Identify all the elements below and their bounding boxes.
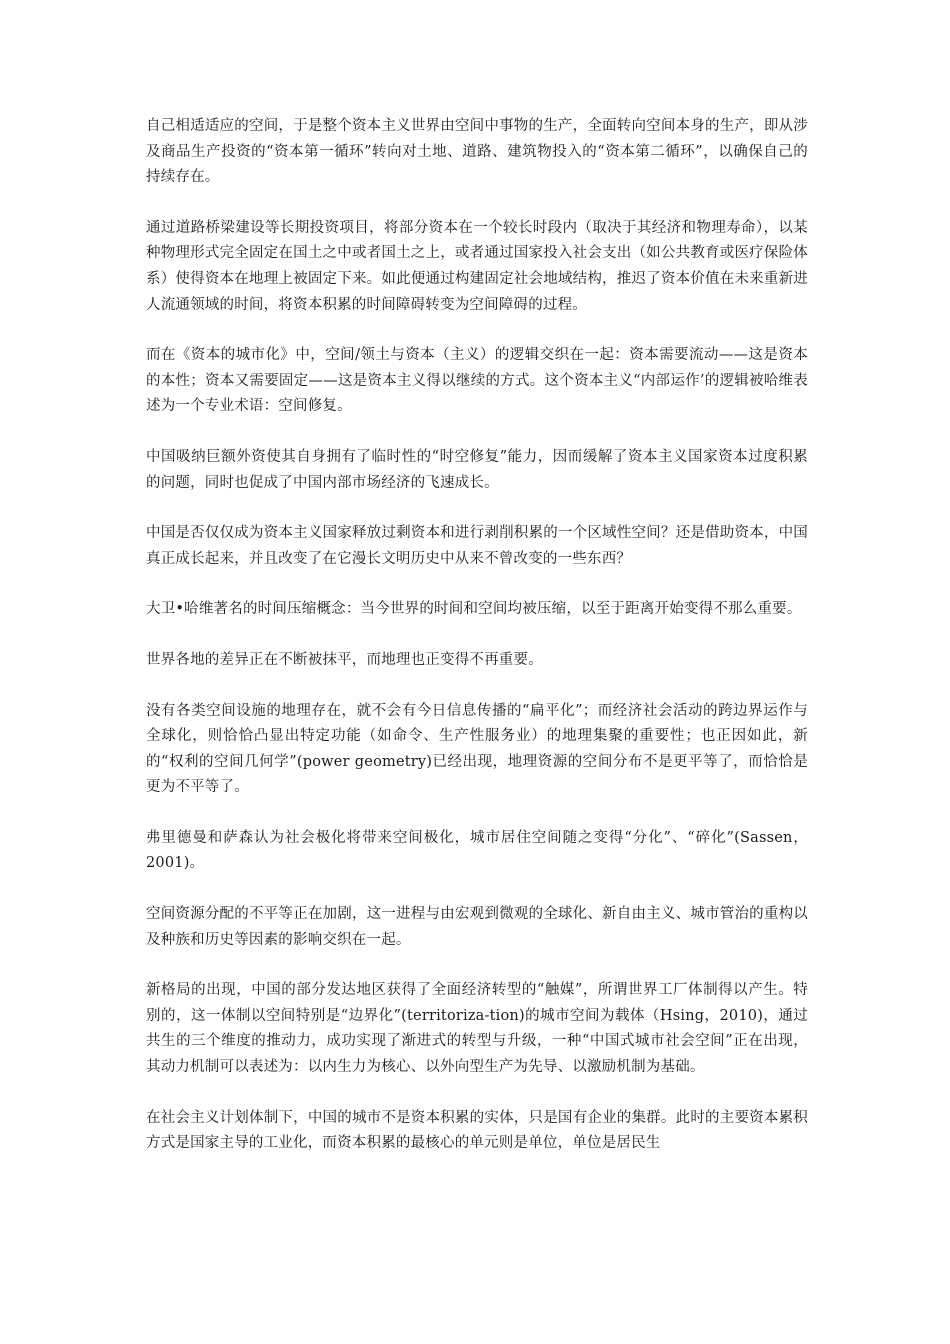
paragraph: 通过道路桥梁建设等长期投资项目，将部分资本在一个较长时段内（取决于其经济和物理寿命），以某种物理形式完全固定在国土之中或者国土之上，或者通过国家投入社会支出（如公共教育或医疗保险体系）使得资本在地理上被固定下来。如此便通过构建固定社会地域结构，推迟了资本价值在未来重新进人流通领域的时间，将资本积累的时间障碍转变为空间障碍的过程。 — [146, 219, 808, 313]
paragraph: 世界各地的差异正在不断被抹平，而地理也正变得不再重要。 — [146, 651, 543, 668]
paragraph: 没有各类空间设施的地理存在，就不会有今日信息传播的“扁平化”；而经济社会活动的跨边界运作与全球化，则恰恰凸显出特定功能（如命令、生产性服务业）的地理集聚的重要性；也正因如此，新的“权利的空间几何学”(power geometry)已经出现，地理资源的空间分布不是更平等了，而恰恰是更为不平等了。 — [146, 702, 808, 796]
paragraph: 大卫•哈维著名的时间压缩概念：当今世界的时间和空间均被压缩，以至于距离开始变得不那么重要。 — [146, 601, 802, 618]
paragraph: 自己相适适应的空间，于是整个资本主义世界由空间中事物的生产，全面转向空间本身的生产，即从涉及商品生产投资的“资本第一循环”转向对土地、道路、建筑物投入的“资本第二循环”，以确保自己的持续存在。 — [146, 118, 808, 186]
paragraph: 中国是否仅仅成为资本主义国家释放过剩资本和进行剥削积累的一个区域性空间？还是借助资本，中国真正成长起来，并且改变了在它漫长文明历史中从来不曾改变的一些东西？ — [146, 525, 808, 567]
paragraph: 而在《资本的城市化》中，空间/领土与资本（主义）的逻辑交织在一起：资本需要流动——这是资本的本性；资本又需要固定——这是资本主义得以继续的方式。这个资本主义“内部运作’的逻辑被哈维表述为一个专业术语：空间修复。 — [146, 347, 808, 415]
paragraph: 新格局的出现，中国的部分发达地区获得了全面经济转型的“触媒”，所谓世界工厂体制得以产生。特别的，这一体制以空间特别是“边界化”(territoriza-tion)的城市空间为载体（Hsing，2010)，通过共生的三个维度的推动力，成功实现了渐进式的转型与升级，一种“中国式城市社会空间”正在出现，其动力机制可以表述为：以内生力为核心、以外向型生产为先导、以激励机制为基础。 — [146, 982, 808, 1076]
paragraph: 空间资源分配的不平等正在加剧，这一进程与由宏观到微观的全球化、新自由主义、城市管治的重构以及种族和历史等因素的影响交织在一起。 — [146, 906, 808, 948]
paragraph: 中国吸纳巨额外资使其自身拥有了临时性的“时空修复”能力，因而缓解了资本主义国家资本过度积累的问题，同时也促成了中国内部市场经济的飞速成长。 — [146, 448, 808, 491]
document-body — [146, 114, 808, 1182]
paragraph: 弗里德曼和萨森认为社会极化将带来空间极化，城市居住空间随之变得“分化”、“碎化”(Sassen，2001)。 — [146, 829, 808, 872]
paragraph: 在社会主义计划体制下，中国的城市不是资本积累的实体，只是国有企业的集群。此时的主要资本累积方式是国家主导的工业化，而资本积累的最核心的单元则是单位，单位是居民生 — [146, 1109, 808, 1152]
